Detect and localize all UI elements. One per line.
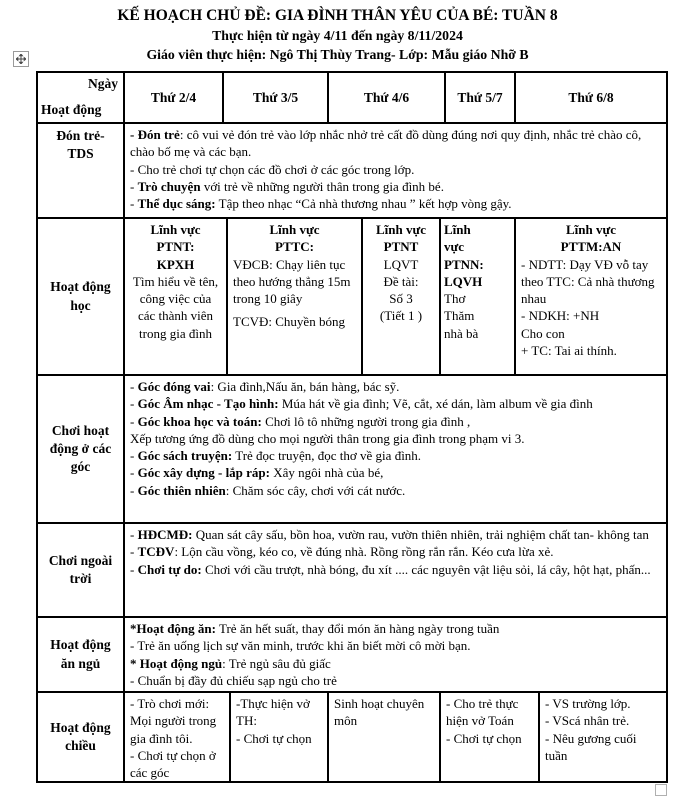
row-label-choi-goc[interactable]: Chơi hoạt động ở các góc — [38, 376, 125, 524]
corner-label-day: Ngày — [88, 76, 118, 91]
row-hoat-dong-chieu — [38, 693, 668, 783]
chieu-thu6-cell[interactable]: - VS trường lớp. - VScá nhân trẻ. - Nêu gương cuối tuần — [540, 693, 668, 783]
day-header-thu-4-6[interactable]: Thứ 4/6 — [329, 73, 446, 124]
chieu-thu3-cell[interactable]: -Thực hiện vở TH: - Chơi tự chọn — [231, 693, 329, 783]
day-header-thu-5-7[interactable]: Thứ 5/7 — [446, 73, 516, 124]
hoc-pttc-cell[interactable] — [228, 219, 363, 376]
hoc-kpxh-cell[interactable]: Lĩnh vực PTNT: KPXH Tìm hiểu về tên, công việc của các thành viên trong gia đình — [125, 219, 228, 376]
row-choi-goc — [38, 376, 668, 524]
hoc-pttc-body: VĐCB: Chạy liên tục theo hướng thẳng 15m trong 10 giây TCVĐ: Chuyền bóng — [233, 256, 351, 330]
row-label-hoat-dong-chieu[interactable]: Hoạt động chiều — [38, 693, 125, 783]
row-an-ngu — [38, 618, 668, 693]
row-label-an-ngu[interactable]: Hoạt động ăn ngủ — [38, 618, 125, 693]
choi-ngoai-troi-content-cell[interactable]: - HĐCMĐ: Quan sát cây sấu, bồn hoa, vườn rau, vườn thiên nhiên, trải nghiệm chất tan- không tan - TCĐV: Lộn cầu vồng, kéo co, về đúng nhà. Rồng rồng rắn rắn. Kéo cưa lừa xẻ. - Chơi tự do: Chơi với cầu trượt, nhà bóng, đu xít .... các nguyên vật liệu sỏi, lá cây, hột hạt, phấn... — [125, 524, 668, 618]
document-header — [0, 6, 675, 65]
table-header-row — [38, 73, 668, 124]
day-header-thu-3-5[interactable]: Thứ 3/5 — [224, 73, 329, 124]
corner-label-activity: Hoạt động — [41, 102, 102, 118]
row-label-choi-ngoai-troi[interactable]: Chơi ngoài trời — [38, 524, 125, 618]
hoc-pttc-heading: Lĩnh vực PTTC: — [269, 222, 320, 255]
an-ngu-content-cell[interactable]: *Hoạt động ăn: Trẻ ăn hết suất, thay đổi món ăn hàng ngày trong tuần - Trẻ ăn uống lịch sự văn minh, trước khi ăn biết mời cô mời bạn. * Hoạt động ngủ: Trẻ ngủ sâu đủ giấc - Chuẩn bị đầy đủ chiếu sạp ngủ cho trẻ — [125, 618, 668, 693]
row-label-hoat-dong-hoc[interactable]: Hoạt động học — [38, 219, 125, 376]
chieu-thu5-cell[interactable]: - Cho trẻ thực hiện vở Toán - Chơi tự chọn — [441, 693, 540, 783]
row-don-tre — [38, 124, 668, 219]
hoc-lqvt-cell[interactable]: Lĩnh vực PTNT LQVT Đề tài: Số 3 (Tiết 1 ) — [363, 219, 441, 376]
corner-cell[interactable] — [38, 73, 125, 124]
table-move-handle[interactable] — [13, 51, 29, 67]
teacher-class-line[interactable]: Giáo viên thực hiện: Ngô Thị Thùy Trang- Lớp: Mẫu giáo Nhỡ B — [146, 47, 529, 62]
don-tre-content-cell[interactable]: - Đón trẻ: cô vui vẻ đón trẻ vào lớp nhắc nhở trẻ cất đồ dùng đúng nơi quy định, nhắc trẻ chào cô, chào bố mẹ và các bạn. - Cho trẻ chơi tự chọn các đồ chơi ở các góc trong lớp. - Trò chuyện với trẻ về những người thân trong gia đình bé. - Thể dục sáng: Tập theo nhạc “Cả nhà thương nhau ” kết hợp vòng gậy. — [125, 124, 668, 219]
day-header-thu-2-4[interactable]: Thứ 2/4 — [125, 73, 224, 124]
row-hoat-dong-hoc — [38, 219, 668, 376]
move-cross-icon — [16, 54, 26, 64]
row-label-don-tre[interactable]: Đón trẻ- TDS — [38, 124, 125, 219]
row-choi-ngoai-troi — [38, 524, 668, 618]
hoc-ptnn-cell[interactable]: Lĩnh vực PTNN: LQVH Thơ Thăm nhà bà — [441, 219, 516, 376]
page-title[interactable]: KẾ HOẠCH CHỦ ĐỀ: GIA ĐÌNH THÂN YÊU CỦA BÉ: TUẦN 8 — [117, 7, 558, 24]
table-resize-handle[interactable] — [655, 784, 667, 796]
schedule-table — [36, 71, 668, 783]
day-header-thu-6-8[interactable]: Thứ 6/8 — [516, 73, 668, 124]
hoc-pttm-cell[interactable] — [516, 219, 668, 376]
choi-goc-content-cell[interactable]: - Góc đóng vai: Gia đình,Nấu ăn, bán hàng, bác sỹ. - Góc Âm nhạc - Tạo hình: Múa hát về gia đình; Vẽ, cắt, xé dán, làm album về gia đình - Góc khoa học và toán: Chơi lô tô những người trong gia đình , Xếp tương ứng đồ dùng cho mọi người thân trong gia đình trong phạm vi 3. - Góc sách truyện: Trẻ đọc truyện, đọc thơ về gia đình. - Góc xây dựng - lắp ráp: Xây ngôi nhà của bé, - Góc thiên nhiên: Chăm sóc cây, chơi với cát nước. — [125, 376, 668, 524]
chieu-thu4-cell[interactable]: Sinh hoạt chuyên môn — [329, 693, 441, 783]
hoc-pttm-heading: Lĩnh vực PTTM:AN — [560, 222, 622, 255]
chieu-thu2-cell[interactable]: - Trò chơi mới: Mọi người trong gia đình tôi. - Chơi tự chọn ở các góc — [125, 693, 231, 783]
hoc-pttm-body: - NDTT: Dạy VĐ vỗ tay theo TTC: Cả nhà thương nhau - NDKH: +NH Cho con + TC: Tai ai thính. — [521, 256, 655, 358]
subtitle-date-range[interactable]: Thực hiện từ ngày 4/11 đến ngày 8/11/2024 — [212, 28, 463, 43]
